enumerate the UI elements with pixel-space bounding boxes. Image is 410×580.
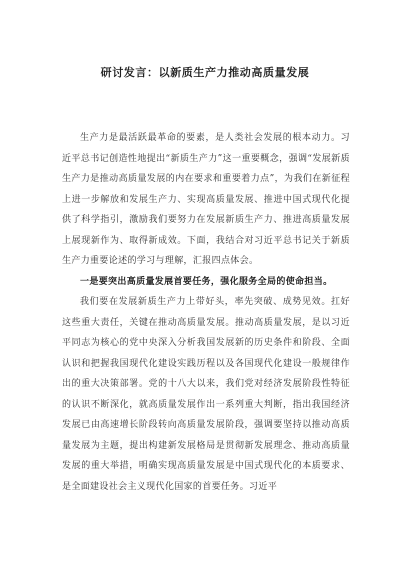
section-paragraph: 我们要在发展新质生产力上带好头，率先突破、成势见效。扛好这些重大责任，关键在推动高质量发展。推动高质量发展，是以习近平同志为核心的党中央深入分析我国发展新的历史条件和阶段、全面认识和把握我国现代化建设实践历程以及各国现代化建设一般规律作出的重大决策部署。党的十八大以来，我们党对经济发展阶段性特征的认识不断深化，就高质量发展作出一系列重大判断，指出我国经济发展已由高速增长阶段转向高质量发展阶段，强调要坚持以推动高质量发展为主题，提出构建新发展格局是贯彻新发展理念、推动高质量发展的重大举措，明确实现高质量发展是中国式现代化的本质要求、是全面建设社会主义现代化国家的首要任务。习近平	[62, 297, 350, 492]
intro-paragraph: 生产力是最活跃最革命的要素，是人类社会发展的根本动力。习近平总书记创造性地提出“新质生产力”这一重要概念，强调“发展新质生产力是推动高质量发展的内在要求和重要着力点”，为我们在新征程上进一步解放和发展生产力、实现高质量发展、推进中国式现代化提供了科学指引，激励我们要努力在发展新质生产力、推进高质量发展上展现新作为、取得新成效。下面，我结合对习近平总书记关于新质生产力重要论述的学习与理解，汇报四点体会。	[62, 133, 350, 266]
document-title: 研讨发言：以新质生产力推动高质量发展	[100, 66, 310, 79]
document-body	[62, 128, 350, 497]
section-heading: 一是要突出高质量发展首要任务，强化服务全局的使命担当。	[80, 276, 333, 287]
